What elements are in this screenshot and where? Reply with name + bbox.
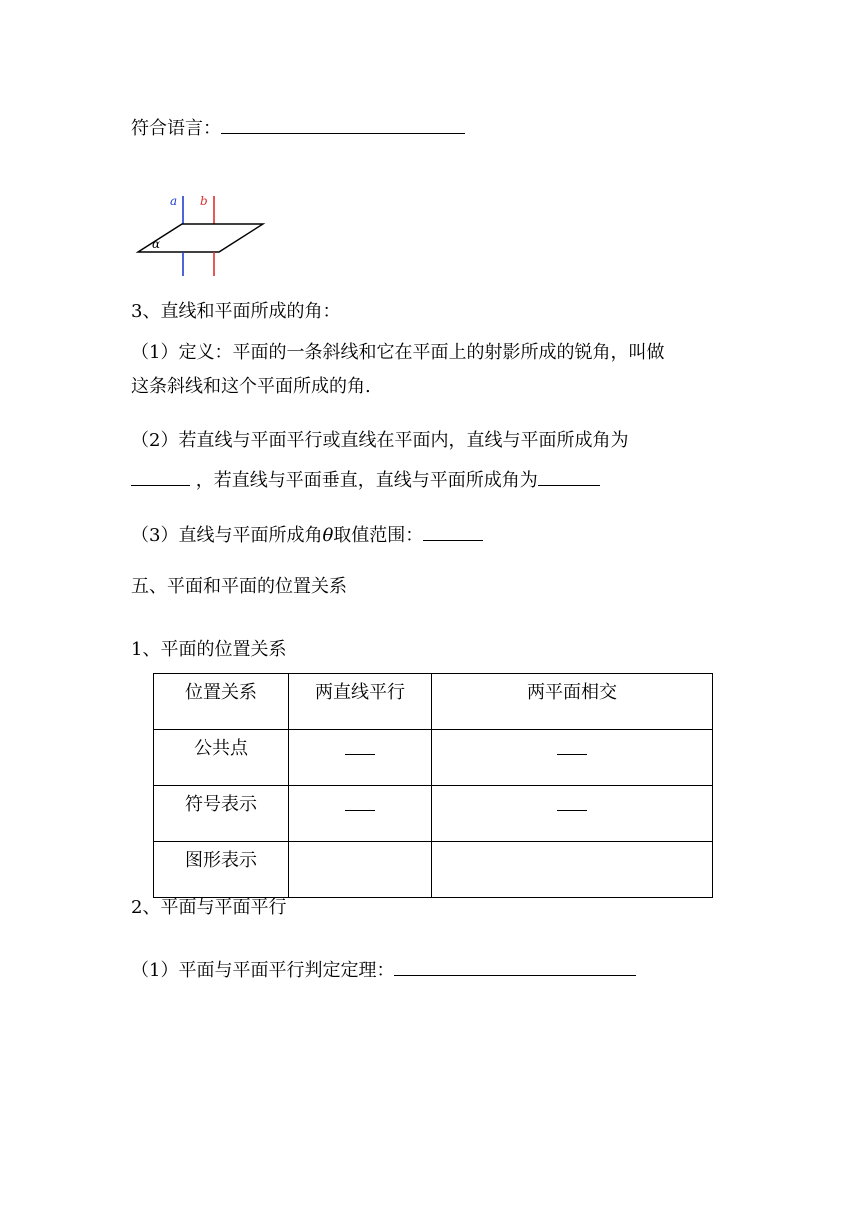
table-cell[interactable] xyxy=(289,730,432,786)
section5-title: 五、平面和平面的位置关系 xyxy=(131,576,347,597)
section3-p2-line2 xyxy=(131,467,600,494)
section3-title: 3、直线和平面所成的角： xyxy=(131,301,341,322)
section3-p3-prefix: （3）直线与平面所成角 xyxy=(131,525,323,546)
symbol-language-line xyxy=(131,115,465,142)
position-relation-table xyxy=(153,673,713,898)
table-header-cell: 两直线平行 xyxy=(289,674,432,730)
answer-blank[interactable] xyxy=(557,740,587,755)
table-header-cell: 两平面相交 xyxy=(432,674,713,730)
answer-blank[interactable] xyxy=(394,957,636,976)
section5-sub2: 2、平面与平面平行 xyxy=(131,897,287,918)
label-alpha: α xyxy=(152,237,161,251)
label-a: a xyxy=(170,194,178,208)
table-row xyxy=(154,730,713,786)
section3-p3-suffix: 取值范围： xyxy=(333,525,424,546)
table-header-row xyxy=(154,674,713,730)
table-cell[interactable] xyxy=(432,786,713,842)
table-header-cell: 位置关系 xyxy=(154,674,289,730)
table-cell[interactable] xyxy=(432,842,713,898)
section5-sub1: 1、平面的位置关系 xyxy=(131,639,287,660)
answer-blank[interactable] xyxy=(557,796,587,811)
answer-blank[interactable] xyxy=(131,467,190,486)
section3-p2-mid: ，若直线与平面垂直，直线与平面所成角为 xyxy=(195,470,538,491)
answer-blank[interactable] xyxy=(221,115,465,134)
symbol-language-label: 符合语言： xyxy=(131,118,221,139)
answer-blank[interactable] xyxy=(345,740,375,755)
table-row-label: 图形表示 xyxy=(154,842,289,898)
answer-blank[interactable] xyxy=(423,522,483,541)
answer-blank[interactable] xyxy=(345,796,375,811)
label-b: b xyxy=(200,194,208,208)
table-row xyxy=(154,842,713,898)
table-row-label: 公共点 xyxy=(154,730,289,786)
table-row-label: 符号表示 xyxy=(154,786,289,842)
table-row xyxy=(154,786,713,842)
table-cell[interactable] xyxy=(289,842,432,898)
table-cell[interactable] xyxy=(289,786,432,842)
answer-blank[interactable] xyxy=(538,467,600,486)
section5-p1-line xyxy=(131,957,636,984)
table-cell[interactable] xyxy=(432,730,713,786)
parallel-lines-plane-figure xyxy=(130,190,270,280)
theta-symbol: θ xyxy=(322,525,334,546)
section3-p3-line xyxy=(131,522,483,549)
section5-p1-label: （1）平面与平面平行判定定理： xyxy=(131,960,395,981)
section3-definition-line2: 这条斜线和这个平面所成的角. xyxy=(131,376,371,397)
section3-p2-line1: （2）若直线与平面平行或直线在平面内，直线与平面所成角为 xyxy=(131,430,629,451)
section3-definition-line1: （1）定义：平面的一条斜线和它在平面上的射影所成的锐角，叫做 xyxy=(131,342,665,363)
